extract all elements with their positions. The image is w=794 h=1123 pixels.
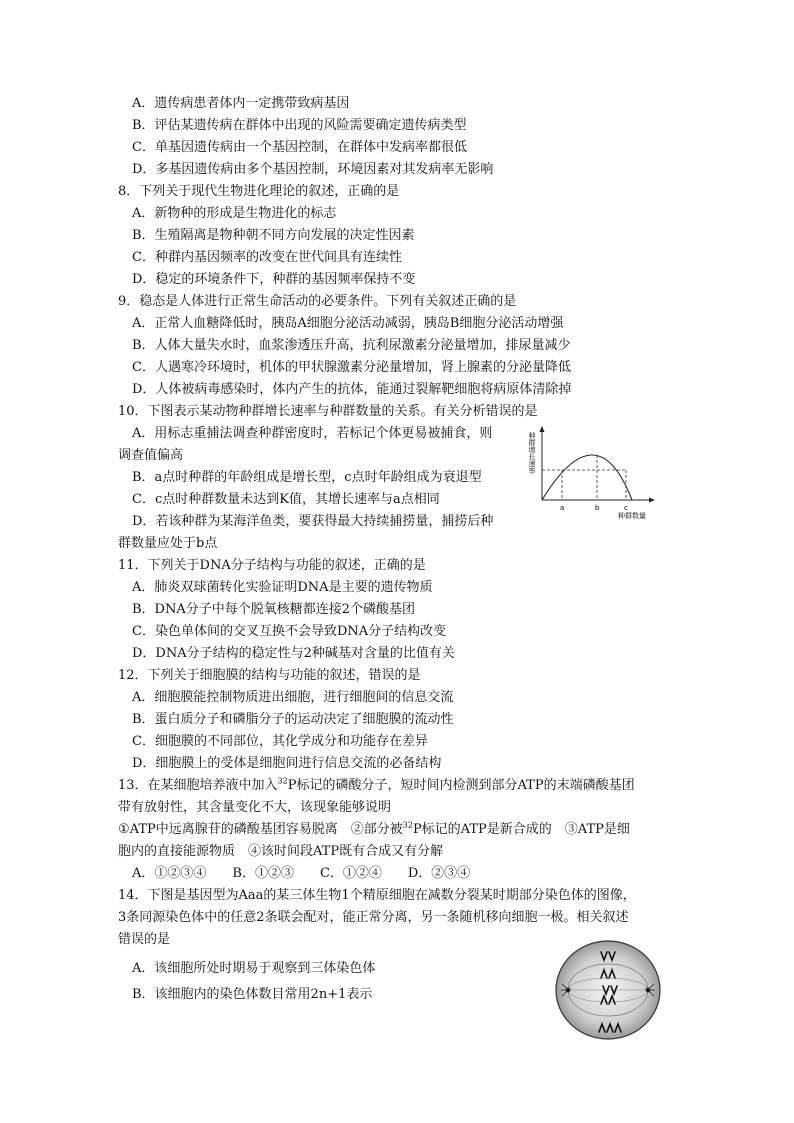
q8-stem: 8．下列关于现代生物进化理论的叙述，正确的是 <box>118 184 400 199</box>
isotope-superscript: 32 <box>277 776 288 786</box>
q14-stem-line1: 14．下图是基因型为Aaa的某三体生物1个精原细胞在减数分裂某时期部分染色体的图像， <box>118 888 636 903</box>
q9-option-c: C．人遇寒冷环境时，机体的甲状腺激素分泌量增加，肾上腺素的分泌量降低 <box>132 360 571 375</box>
q13-stem-part2: P标记的磷酸分子，短时间内检测到部分ATP的末端磷酸基团 <box>287 778 635 793</box>
q10-option-a-cont: 调查值偏高 <box>118 448 184 463</box>
q10-option-d-cont: 群数量应处于b点 <box>118 536 218 551</box>
q12-option-c: C．细胞膜的不同部位，其化学成分和功能存在差异 <box>132 734 428 749</box>
q14-option-a: A．该细胞所处时期易于观察到三体染色体 <box>132 961 376 976</box>
q9-option-a: A．正常人血糖降低时，胰岛A细胞分泌活动减弱，胰岛B细胞分泌活动增强 <box>132 316 564 331</box>
q11-option-b: B．DNA分子中每个脱氧核糖都连接2个磷酸基团 <box>132 602 416 617</box>
q11-option-d: D．DNA分子结构的稳定性与2种碱基对含量的比值有关 <box>132 646 455 661</box>
q8-option-a: A．新物种的形成是生物进化的标志 <box>132 206 337 221</box>
growth-curve <box>542 455 632 500</box>
q7-option-b: B．评估某遗传病在群体中出现的风险需要确定遗传病类型 <box>132 118 467 133</box>
y-axis-label: 种群增长速率 <box>528 432 536 474</box>
q7-option-a: A．遗传病患者体内一定携带致病基因 <box>132 96 350 111</box>
x-axis-arrow <box>649 498 655 503</box>
q10-option-b: B．a点时种群的年龄组成是增长型，c点时年龄组成为衰退型 <box>132 470 482 485</box>
y-axis-arrow <box>540 426 545 432</box>
q10-option-c: C．c点时种群数量未达到K值，其增长速率与a点相同 <box>132 492 440 507</box>
q13-items-line2: 胞内的直接能源物质 ④该时间段ATP既有合成又有分解 <box>118 844 444 859</box>
q10-option-a: A．用标志重捕法调查种群密度时，若标记个体更易被捕食，则 <box>132 426 493 441</box>
q11-stem: 11．下列关于DNA分子结构与功能的叙述，正确的是 <box>118 558 426 573</box>
growth-rate-graph <box>528 424 658 520</box>
q11-option-c: C．染色单体间的交叉互换不会导致DNA分子结构改变 <box>132 624 447 639</box>
q7-option-d: D．多基因遗传病由多个基因控制，环境因素对其发病率无影响 <box>132 162 494 177</box>
meiosis-cell-diagram <box>553 938 663 1042</box>
q13-stem-line2: 带有放射性，其含量变化不大，该现象能够说明 <box>118 800 392 815</box>
q13-items-part1: ①ATP中远离腺苷的磷酸基团容易脱离 ②部分被 <box>118 822 403 837</box>
q13-items-line1 <box>118 822 630 838</box>
q13-choices: A．①②③④ B．①②③ C．①②④ D．②③④ <box>132 866 471 881</box>
point-label-a: a <box>560 504 565 512</box>
q13-items-part2: P标记的ATP是新合成的 ③ATP是细 <box>412 822 630 837</box>
q8-option-b: B．生殖隔离是物种朝不同方向发展的决定性因素 <box>132 228 415 243</box>
q14-stem-line2: 3条同源染色体中的任意2条联会配对，能正常分离，另一条随机移向细胞一极。相关叙述 <box>118 910 629 925</box>
point-label-b: b <box>595 504 600 512</box>
q12-stem: 12．下列关于细胞膜的结构与功能的叙述，错误的是 <box>118 668 421 683</box>
point-label-c: c <box>624 504 628 512</box>
q12-option-a: A．细胞膜能控制物质进出细胞，进行细胞间的信息交流 <box>132 690 454 705</box>
q8-option-d: D．稳定的环境条件下，种群的基因频率保持不变 <box>132 272 416 287</box>
q12-option-d: D．细胞膜上的受体是细胞间进行信息交流的必备结构 <box>132 756 442 771</box>
q9-stem: 9．稳态是人体进行正常生命活动的必要条件。下列有关叙述正确的是 <box>118 294 517 309</box>
q12-option-b: B．蛋白质分子和磷脂分子的运动决定了细胞膜的流动性 <box>132 712 454 727</box>
isotope-superscript-2: 32 <box>402 820 413 830</box>
q13-stem-part1: 13．在某细胞培养液中加入 <box>118 778 278 793</box>
x-axis-label: 种群数量 <box>618 512 646 520</box>
q11-option-a: A．肺炎双球菌转化实验证明DNA是主要的遗传物质 <box>132 580 433 595</box>
q14-stem-line3: 错误的是 <box>118 932 171 947</box>
q8-option-c: C．种群内基因频率的改变在世代间具有连续性 <box>132 250 402 265</box>
q9-option-d: D．人体被病毒感染时，体内产生的抗体，能通过裂解靶细胞将病原体清除掉 <box>132 382 572 397</box>
q7-option-c: C．单基因遗传病由一个基因控制，在群体中发病率都很低 <box>132 140 467 155</box>
q10-stem: 10．下图表示某动物种群增长速率与种群数量的关系。有关分析错误的是 <box>118 404 538 419</box>
q14-option-b: B．该细胞内的染色体数目常用2n+1表示 <box>132 987 373 1002</box>
q10-option-d: D．若该种群为某海洋鱼类，要获得最大持续捕捞量，捕捞后种 <box>132 514 494 529</box>
q13-stem-line1 <box>118 778 635 794</box>
q9-option-b: B．人体大量失水时，血浆渗透压升高，抗利尿激素分泌量增加，排尿量减少 <box>132 338 571 353</box>
